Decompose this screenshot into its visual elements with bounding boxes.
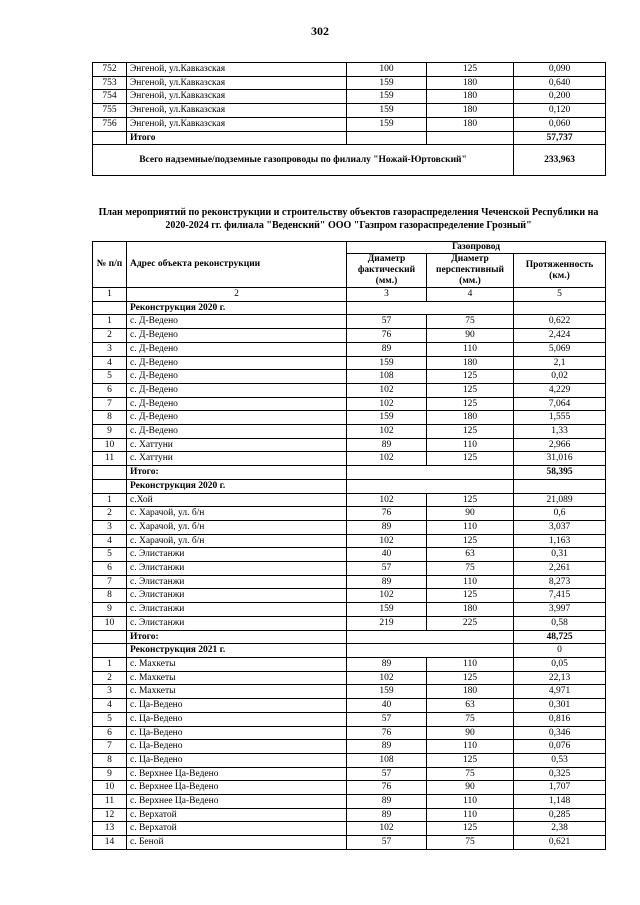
total-label: Итого: (127, 466, 347, 480)
table-cell: 125 (427, 493, 514, 507)
table-cell: 57 (347, 836, 427, 850)
table-cell: 0,816 (514, 712, 606, 726)
table-cell: 0,346 (514, 726, 606, 740)
grand-total-row (93, 145, 606, 176)
table-cell: 102 (347, 534, 427, 548)
table-cell: 125 (427, 63, 514, 77)
table-cell (93, 131, 127, 145)
table-cell: 1,33 (514, 425, 606, 439)
table-cell: 90 (427, 781, 514, 795)
table-cell: с. Ца-Ведено (127, 712, 347, 726)
table-cell: 125 (427, 452, 514, 466)
header-pipeline: Газопровод (347, 242, 606, 254)
table-cell (347, 301, 514, 315)
table-cell: 125 (427, 822, 514, 836)
table-cell: 3 (93, 520, 127, 534)
table-cell: 0,060 (514, 117, 606, 131)
table-cell: с. Махкеты (127, 657, 347, 671)
table-cell: 3,037 (514, 520, 606, 534)
table-cell: с. Д-Ведено (127, 425, 347, 439)
table-cell: 13 (93, 822, 127, 836)
table-cell: с. Д-Ведено (127, 411, 347, 425)
table-cell: 1,707 (514, 781, 606, 795)
table-row (93, 740, 606, 754)
table-cell: с. Харачой, ул. б/н (127, 507, 347, 521)
table-cell: 180 (427, 117, 514, 131)
table-cell: 180 (427, 90, 514, 104)
table-cell: 31,016 (514, 452, 606, 466)
table-cell: 6 (93, 562, 127, 576)
table-row (93, 657, 606, 671)
table-cell: 40 (347, 548, 427, 562)
table-row (93, 76, 606, 90)
table-cell: 89 (347, 438, 427, 452)
table-cell (427, 131, 514, 145)
table-cell: 108 (347, 753, 427, 767)
table-cell: 4,971 (514, 685, 606, 699)
table-row (93, 603, 606, 617)
table-cell: с. Ца-Ведено (127, 753, 347, 767)
table-cell: с. Верхнее Ца-Ведено (127, 781, 347, 795)
table-cell: с. Элистанжи (127, 616, 347, 630)
table-row (93, 438, 606, 452)
section-title-value (514, 479, 606, 493)
table-cell: 76 (347, 781, 427, 795)
table-cell: 100 (347, 63, 427, 77)
table-cell: с.Хой (127, 493, 347, 507)
table-cell (347, 630, 514, 644)
table-cell: 57 (347, 562, 427, 576)
table-row (93, 63, 606, 77)
table-cell: Энгеной, ул.Кавказская (127, 117, 347, 131)
table-cell: 90 (427, 726, 514, 740)
table-row (93, 452, 606, 466)
header-address: Адрес объекта реконструкции (127, 242, 347, 288)
section-title: Реконструкция 2020 г. (127, 301, 347, 315)
table-cell: 76 (347, 507, 427, 521)
table-cell: 159 (347, 117, 427, 131)
table-cell: 110 (427, 657, 514, 671)
table-cell: 3 (93, 342, 127, 356)
table-cell: с. Элистанжи (127, 575, 347, 589)
table-cell: 89 (347, 795, 427, 809)
table-cell: с. Элистанжи (127, 548, 347, 562)
table-cell: с. Верхнее Ца-Ведено (127, 767, 347, 781)
table-cell: 7 (93, 740, 127, 754)
table-cell: 2,424 (514, 329, 606, 343)
header-row-1 (93, 242, 606, 254)
table-cell: 159 (347, 685, 427, 699)
table-cell: 76 (347, 726, 427, 740)
table-row (93, 117, 606, 131)
table-cell: 102 (347, 425, 427, 439)
table-cell: 754 (93, 90, 127, 104)
table-cell: 89 (347, 520, 427, 534)
total-row (93, 630, 606, 644)
table-cell: 1 (93, 657, 127, 671)
section-title-value (514, 301, 606, 315)
table-cell: 1,555 (514, 411, 606, 425)
table-cell: с. Д-Ведено (127, 383, 347, 397)
table-cell: с. Харачой, ул. б/н (127, 534, 347, 548)
table-cell: 89 (347, 575, 427, 589)
table-row (93, 767, 606, 781)
table-cell: с. Д-Ведено (127, 370, 347, 384)
table-cell: 159 (347, 76, 427, 90)
previous-branch-table (92, 62, 606, 176)
table-cell: с. Элистанжи (127, 603, 347, 617)
table-cell: с. Ца-Ведено (127, 726, 347, 740)
table-cell: Энгеной, ул.Кавказская (127, 104, 347, 118)
table-cell: 8 (93, 589, 127, 603)
total-value: 48,725 (514, 630, 606, 644)
table-cell: 89 (347, 657, 427, 671)
table-row (93, 534, 606, 548)
col-num-1: 1 (93, 288, 127, 302)
section-title: Реконструкция 2021 г. (127, 644, 347, 658)
table-cell: 159 (347, 356, 427, 370)
table-cell: 219 (347, 616, 427, 630)
table-cell: 159 (347, 603, 427, 617)
table-cell: 180 (427, 104, 514, 118)
section-title-row (93, 644, 606, 658)
table-cell: 57 (347, 712, 427, 726)
table-cell: 7,415 (514, 589, 606, 603)
table-cell: 0,6 (514, 507, 606, 521)
table-cell: Энгеной, ул.Кавказская (127, 76, 347, 90)
table-cell: с. Д-Ведено (127, 315, 347, 329)
table-row (93, 836, 606, 850)
table-cell: 21,089 (514, 493, 606, 507)
table-cell: 0,200 (514, 90, 606, 104)
table-cell: 159 (347, 90, 427, 104)
table-cell: с. Верхнее Ца-Ведено (127, 795, 347, 809)
table-cell: с. Д-Ведено (127, 356, 347, 370)
header-diam-fact: Диаметр фактический (мм.) (347, 254, 427, 288)
table-cell: 76 (347, 329, 427, 343)
column-number-row (93, 288, 606, 302)
table-cell (347, 466, 514, 480)
table-cell: 102 (347, 383, 427, 397)
table-cell (93, 301, 127, 315)
table-cell: 110 (427, 520, 514, 534)
table-row (93, 329, 606, 343)
table-cell: 89 (347, 342, 427, 356)
table-cell: 180 (427, 356, 514, 370)
table-cell: 0,301 (514, 699, 606, 713)
table-cell: с. Элистанжи (127, 562, 347, 576)
table-row (93, 781, 606, 795)
table-cell: 2 (93, 507, 127, 521)
col-num-5: 5 (514, 288, 606, 302)
table-cell: 180 (427, 603, 514, 617)
table-row (93, 104, 606, 118)
table-cell: 125 (427, 383, 514, 397)
table-cell: с. Д-Ведено (127, 397, 347, 411)
table-row (93, 726, 606, 740)
table-cell: 10 (93, 616, 127, 630)
table-cell: 7,064 (514, 397, 606, 411)
table-cell: 2,38 (514, 822, 606, 836)
table-row (93, 753, 606, 767)
table-cell: 0,622 (514, 315, 606, 329)
col-num-4: 4 (427, 288, 514, 302)
total-row (93, 131, 606, 145)
table-cell: 0,02 (514, 370, 606, 384)
table-cell: с. Махкеты (127, 685, 347, 699)
table-cell: 75 (427, 767, 514, 781)
table-row (93, 575, 606, 589)
table-cell: 1 (93, 493, 127, 507)
total-row (93, 466, 606, 480)
table-cell: 3,997 (514, 603, 606, 617)
total-value: 57,737 (514, 131, 606, 145)
table-cell: 108 (347, 370, 427, 384)
table-row (93, 397, 606, 411)
total-value: 58,395 (514, 466, 606, 480)
table-cell: 5 (93, 548, 127, 562)
table-cell: 8 (93, 753, 127, 767)
table-cell: 159 (347, 104, 427, 118)
table-cell: 2,261 (514, 562, 606, 576)
table-cell: 755 (93, 104, 127, 118)
table-row (93, 548, 606, 562)
table-cell: 14 (93, 836, 127, 850)
table-cell: 110 (427, 808, 514, 822)
table-cell: 5 (93, 370, 127, 384)
table-cell: 6 (93, 726, 127, 740)
table-cell: 0,05 (514, 657, 606, 671)
table-cell: 1,163 (514, 534, 606, 548)
table-cell: 102 (347, 493, 427, 507)
table-row (93, 808, 606, 822)
table-cell: 9 (93, 425, 127, 439)
table-cell: 0,621 (514, 836, 606, 850)
table-row (93, 699, 606, 713)
table-cell: 102 (347, 671, 427, 685)
table-cell: Энгеной, ул.Кавказская (127, 63, 347, 77)
table-row (93, 342, 606, 356)
section-title-value: 0 (514, 644, 606, 658)
table-cell: 180 (427, 76, 514, 90)
table-row (93, 822, 606, 836)
table-cell: 110 (427, 342, 514, 356)
table-cell: 75 (427, 836, 514, 850)
table-cell (347, 131, 427, 145)
grand-total-label: Всего надземные/подземные газопроводы по филиалу "Ножай-Юртовский" (93, 145, 514, 176)
table-row (93, 493, 606, 507)
table-cell (93, 479, 127, 493)
table-cell: 110 (427, 795, 514, 809)
total-label: Итого: (127, 630, 347, 644)
table-row (93, 671, 606, 685)
table-cell: 125 (427, 370, 514, 384)
reconstruction-plan-table (92, 241, 606, 850)
table-cell: 102 (347, 822, 427, 836)
table-cell: с. Махкеты (127, 671, 347, 685)
table-cell: 11 (93, 795, 127, 809)
table-cell: 125 (427, 425, 514, 439)
table-cell: 90 (427, 507, 514, 521)
table-cell: 0,31 (514, 548, 606, 562)
table-cell: с. Д-Ведено (127, 342, 347, 356)
table-cell: с. Верхатой (127, 822, 347, 836)
table-row (93, 685, 606, 699)
table-cell: 0,076 (514, 740, 606, 754)
col-num-3: 3 (347, 288, 427, 302)
section-title-row (93, 301, 606, 315)
table-cell: с. Хаттуни (127, 452, 347, 466)
table-cell: 1,148 (514, 795, 606, 809)
table-cell: 63 (427, 699, 514, 713)
table-cell: 125 (427, 534, 514, 548)
section-title: Реконструкция 2020 г. (127, 479, 347, 493)
table-cell: 8 (93, 411, 127, 425)
table-cell: с. Харачой, ул. б/н (127, 520, 347, 534)
table-cell: 180 (427, 685, 514, 699)
table-cell: 57 (347, 767, 427, 781)
table-cell: с. Хаттуни (127, 438, 347, 452)
table-cell: с. Беной (127, 836, 347, 850)
table-cell: 57 (347, 315, 427, 329)
table-cell: 225 (427, 616, 514, 630)
table-cell: 75 (427, 315, 514, 329)
table-cell: 125 (427, 753, 514, 767)
table-row (93, 315, 606, 329)
table-cell: Энгеной, ул.Кавказская (127, 90, 347, 104)
page-number: 302 (311, 24, 329, 38)
table-cell: 0,53 (514, 753, 606, 767)
table-cell: с. Д-Ведено (127, 329, 347, 343)
table-cell: 1 (93, 315, 127, 329)
table-cell: 0,640 (514, 76, 606, 90)
table-cell: 75 (427, 562, 514, 576)
table-cell: 756 (93, 117, 127, 131)
table-cell: 102 (347, 589, 427, 603)
table-cell: 4,229 (514, 383, 606, 397)
table-row (93, 712, 606, 726)
table-cell: 752 (93, 63, 127, 77)
table-cell: 159 (347, 411, 427, 425)
table-cell: 2 (93, 671, 127, 685)
table-cell: 0,285 (514, 808, 606, 822)
table-cell: с. Ца-Ведено (127, 699, 347, 713)
table-cell: 8,273 (514, 575, 606, 589)
table-cell: 753 (93, 76, 127, 90)
table-cell: 0,090 (514, 63, 606, 77)
table-cell: 5 (93, 712, 127, 726)
table-row (93, 370, 606, 384)
table-row (93, 616, 606, 630)
table-cell: 110 (427, 740, 514, 754)
table-cell: 11 (93, 452, 127, 466)
table-cell: 180 (427, 411, 514, 425)
table-cell: 0,120 (514, 104, 606, 118)
table-cell: 10 (93, 438, 127, 452)
table-cell: 0,325 (514, 767, 606, 781)
table-cell: 12 (93, 808, 127, 822)
header-diam-persp: Диаметр перспективный (мм.) (427, 254, 514, 288)
table-cell (347, 644, 514, 658)
table-row (93, 520, 606, 534)
table-cell: с. Элистанжи (127, 589, 347, 603)
table-cell (93, 644, 127, 658)
table-cell: 2,1 (514, 356, 606, 370)
table-row (93, 383, 606, 397)
table-row (93, 90, 606, 104)
table-cell: 125 (427, 589, 514, 603)
table-cell: 2 (93, 329, 127, 343)
table-cell: 125 (427, 671, 514, 685)
table-cell: 4 (93, 356, 127, 370)
table-cell: с. Ца-Ведено (127, 740, 347, 754)
table-cell: 6 (93, 383, 127, 397)
table-cell: 102 (347, 452, 427, 466)
table-row (93, 562, 606, 576)
table-cell: 0,58 (514, 616, 606, 630)
table-cell: 9 (93, 767, 127, 781)
table-cell: 22,13 (514, 671, 606, 685)
table-cell: 7 (93, 575, 127, 589)
table-cell: 110 (427, 438, 514, 452)
table-row (93, 425, 606, 439)
table-cell: 89 (347, 740, 427, 754)
table-row (93, 356, 606, 370)
plan-title: План мероприятий по реконструкции и строительству объектов газораспределения Чеченской Республики на 2020-2024 гг. филиала "Веденский" ООО "Газпром газораспределение Грозный" (98, 207, 599, 231)
table-cell: 125 (427, 397, 514, 411)
table-row (93, 411, 606, 425)
table-cell: 89 (347, 808, 427, 822)
table-cell: 110 (427, 575, 514, 589)
table-cell (93, 630, 127, 644)
table-cell: 40 (347, 699, 427, 713)
table-row (93, 795, 606, 809)
table-cell: 75 (427, 712, 514, 726)
table-cell: 10 (93, 781, 127, 795)
table-cell (93, 466, 127, 480)
table-cell: 7 (93, 397, 127, 411)
table-cell: с. Верхатой (127, 808, 347, 822)
header-num: № п/п (93, 242, 127, 288)
grand-total-value: 233,963 (514, 145, 606, 176)
section-title-row (93, 479, 606, 493)
col-num-2: 2 (127, 288, 347, 302)
table-cell: 9 (93, 603, 127, 617)
total-label: Итого (127, 131, 347, 145)
table-cell: 102 (347, 397, 427, 411)
table-cell: 4 (93, 534, 127, 548)
table-cell: 2,966 (514, 438, 606, 452)
header-length: Протяженность (км.) (514, 254, 606, 288)
table-cell (347, 479, 514, 493)
table-cell: 90 (427, 329, 514, 343)
table-row (93, 507, 606, 521)
table-cell: 3 (93, 685, 127, 699)
table-cell: 63 (427, 548, 514, 562)
table-row (93, 589, 606, 603)
table-cell: 4 (93, 699, 127, 713)
table-cell: 5,069 (514, 342, 606, 356)
